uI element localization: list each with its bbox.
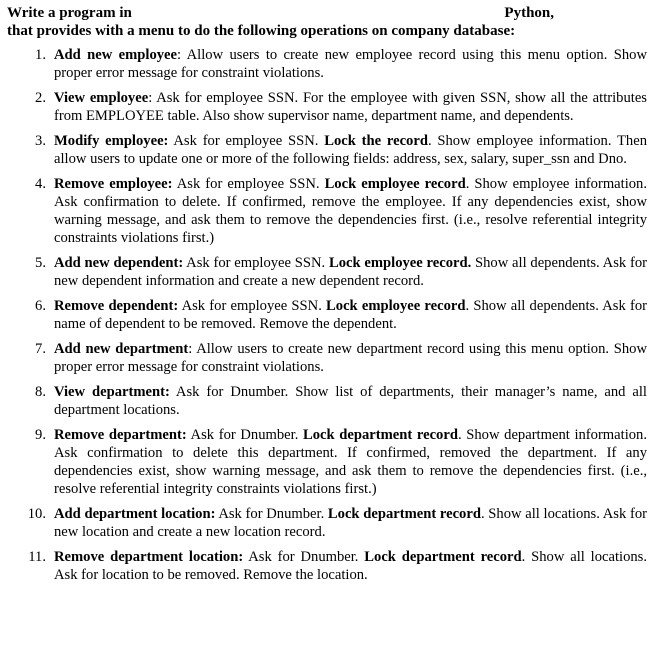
list-item-text [54,89,647,125]
list-item-text [54,297,647,333]
list-item-number: 2. [35,89,46,106]
list-item-number: 6. [35,297,46,314]
list-item-number: 7. [35,340,46,357]
bold-term: Add new department [54,340,189,357]
text-run: Ask for Dnumber. [215,505,328,522]
text-run: : Allow users to create new employee record using this menu option. Show proper error message for constraint violations. [54,47,647,82]
text-run: Ask for employee SSN. [178,297,327,314]
list-item [7,175,647,248]
bold-term: Add department location: [54,505,216,522]
list-item [7,426,647,499]
bold-term: Lock employee record. [328,255,472,272]
list-item-text [54,254,647,290]
bold-term: Modify employee: [54,132,169,149]
list-item-number: 11. [28,548,46,565]
list-item-number: 3. [35,132,46,149]
text-run: Show all dependents. Ask for new dependent information and create a new dependent record. [54,255,647,290]
bold-term: View department: [54,383,170,400]
text-run: Ask for employee SSN. [172,175,325,192]
text-run: Ask for employee SSN. [183,255,329,272]
bold-term: Lock department record [327,505,481,522]
intro-lead-right: Python, [504,5,554,21]
list-item [7,89,647,125]
intro-first-line [7,4,647,22]
bold-term: Lock department record [303,426,458,443]
list-item [7,132,647,168]
text-run: Ask for Dnumber. Show list of departments, their manager’s name, and all department locations. [54,383,647,418]
list-item-text [54,548,647,584]
intro-second-line: that provides with a menu to do the following operations on company database: [7,23,516,39]
list-item-number: 5. [35,255,46,272]
bold-term: View employee [54,89,149,106]
operations-list [7,46,647,584]
bold-term: Remove department location: [54,548,244,565]
list-item [7,297,647,333]
list-item-text [54,505,647,541]
list-item [7,254,647,290]
text-run: . Show all locations. Ask for new location and create a new location record. [54,505,647,541]
bold-term: Lock the record [324,132,428,149]
text-run: Ask for Dnumber. [186,426,304,443]
bold-term: Lock department record [364,548,522,565]
list-item-number: 1. [35,47,46,63]
bold-term: Remove department: [54,426,187,443]
bold-term: Lock employee record [326,297,466,314]
text-run: : Ask for employee SSN. For the employee with given SSN, show all the attributes from EMPLOYEE table. Also show supervisor name, department name, and dependents. [54,89,647,125]
list-item [7,46,647,82]
bold-term: Add new dependent: [54,255,184,272]
bold-term: Add new employee [54,47,177,63]
text-run: . Show employee information. Then allow users to update one or more of the following fields: address, sex, salary, super_ssn and Dno. [54,132,648,168]
list-item-text [54,46,647,82]
text-run: . Show all locations. Ask for location to be removed. Remove the location. [54,548,647,584]
list-item-text [54,340,647,376]
list-item [7,548,647,584]
text-run: . Show employee information. Ask confirmation to delete. If confirmed, remove the employee. If any dependencies exist, show warning message, and ask them to remove the dependencies first. (i.e., resolve referential integrity constraints violations first.) [54,175,647,247]
list-item-number: 4. [35,175,46,192]
list-item [7,505,647,541]
list-item-text [54,132,647,168]
text-run: . Show all dependents. Ask for name of dependent to be removed. Remove the dependent. [54,297,647,333]
intro [7,4,647,40]
text-run: : Allow users to create new department record using this menu option. Show proper error message for constraint violations. [54,340,647,376]
text-run: . Show department information. Ask confirmation to delete this department. If confirmed, removed the department. If any dependencies exist, show warning message, and ask them to remove the dependencies first. (i.e., resolve referential integrity constraints violations first.) [54,426,647,498]
list-item [7,383,647,419]
list-item-text [54,426,647,499]
intro-lead-left: Write a program in [7,5,132,21]
list-item [7,340,647,376]
text-run: Ask for Dnumber. [243,548,365,565]
text-run: Ask for employee SSN. [168,132,325,149]
list-item-number: 9. [35,426,46,443]
bold-term: Remove employee: [54,175,173,192]
bold-term: Lock employee record [324,175,466,192]
list-item-number: 8. [35,383,46,400]
bold-term: Remove dependent: [54,297,179,314]
list-item-text [54,175,647,248]
list-item-text [54,383,647,419]
list-item-number: 10. [27,505,46,522]
